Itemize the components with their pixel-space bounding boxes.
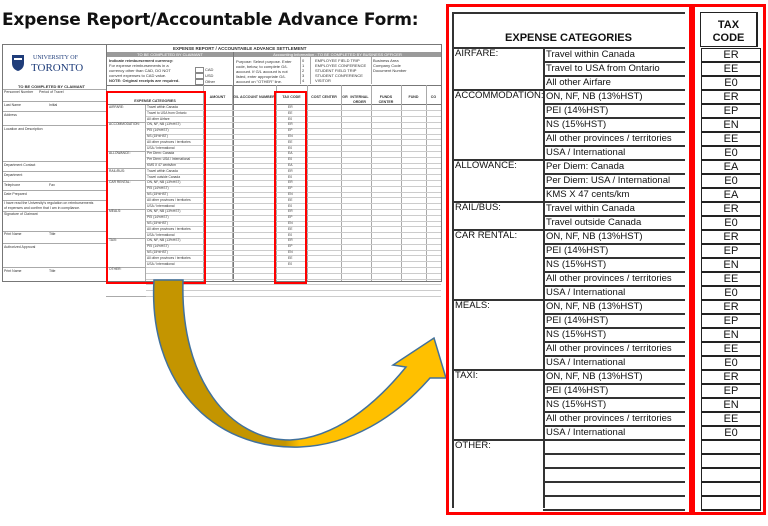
mini-expense-item: Travel to USA from Ontario — [147, 110, 187, 115]
expense-item: All other provinces / territories — [546, 133, 672, 144]
tax-code-cell: EA — [701, 188, 761, 203]
table-top-border — [452, 12, 685, 14]
tax-code-cell: EN — [701, 258, 761, 273]
mini-tax-code: EP — [288, 128, 293, 133]
mini-tax-code: E0 — [288, 261, 293, 266]
mini-tax-code: ER — [288, 180, 293, 185]
column-header-cost-center: COST CENTER — [311, 95, 337, 99]
tax-code-cell: E0 — [701, 286, 761, 301]
mini-tax-code: ER — [288, 122, 293, 127]
mini-tax-code: EN — [288, 192, 293, 196]
expense-item: PEI (14%HST) — [546, 105, 609, 116]
form-field-label: Period of Travel — [39, 90, 64, 94]
tax-code-cell: EE — [701, 412, 761, 427]
category-group-label: AIRFARE: — [455, 48, 499, 59]
mini-group-label: OTHER: — [109, 267, 122, 272]
mini-expense-item: USA / International — [147, 261, 175, 266]
tax-code-cell — [701, 468, 761, 483]
purpose-code: 2 — [302, 68, 305, 73]
tax-code-cell: EA — [701, 160, 761, 175]
mini-expense-item: All other provinces / territories — [147, 139, 191, 144]
mini-expense-item: KMS X 47 cents/km — [147, 163, 176, 167]
mini-expense-item: USA / International — [147, 145, 175, 150]
category-group-label: TAXI: — [455, 370, 479, 381]
form-field-label: Print Name — [4, 269, 22, 273]
tax-code-cell: EP — [701, 314, 761, 329]
expense-item: All other provinces / territories — [546, 413, 672, 424]
business-field: Company Code — [373, 63, 401, 68]
expense-categories-header: EXPENSE CATEGORIES — [505, 32, 632, 44]
tax-code-cell: EP — [701, 384, 761, 399]
business-field: Business Area — [373, 58, 399, 63]
mini-group-label: CAR RENTAL: — [109, 180, 131, 185]
page-title: Expense Report/Accountable Advance Form: — [2, 10, 419, 30]
category-group-label: ACCOMMODATION: — [455, 90, 544, 101]
expense-item: PEI (14%HST) — [546, 315, 609, 326]
mini-expense-item: Per Diem: Canada — [147, 151, 175, 156]
currency-option: USD — [205, 73, 214, 78]
form-field-label: Address — [4, 113, 17, 117]
purpose-code: 4 — [302, 78, 305, 83]
column-header-funds-center: FUNDS CENTER — [378, 95, 394, 104]
mini-tax-code: ER — [288, 238, 293, 243]
mini-expense-item: All other Airfare — [147, 116, 170, 121]
expense-item: NS (15%HST) — [546, 399, 607, 410]
mini-group-label: AIRFARE: — [109, 105, 125, 109]
logo-line2: TORONTO — [31, 62, 84, 74]
business-field: Document Number — [373, 68, 407, 73]
column-header-internal-order: INTERNAL ORDER — [350, 95, 369, 104]
purpose-text: code, below, to complete G/L — [236, 64, 288, 69]
mini-expense-item: NS (15%HST) — [147, 192, 168, 196]
group-divider — [452, 439, 685, 441]
tax-code-cell: E0 — [701, 356, 761, 371]
form-field-label: Department — [4, 173, 23, 177]
tax-code-cell — [701, 440, 761, 455]
column-header-fund: FUND — [408, 95, 419, 99]
row-divider — [543, 481, 685, 483]
row-divider — [543, 453, 685, 455]
expense-item: PEI (14%HST) — [546, 385, 609, 396]
column-header-gr: GR — [342, 95, 348, 99]
logo-line1: UNIVERSITY OF — [33, 55, 78, 61]
form-field-label: Print Name — [4, 232, 22, 236]
tax-code-header-line2: CODE — [712, 32, 745, 44]
currency-option: Other — [205, 79, 216, 84]
mini-expense-item: Travel within Canada — [147, 105, 178, 109]
expense-item: Travel outside Canada — [546, 217, 642, 228]
expense-item: NS (15%HST) — [546, 259, 607, 270]
row-divider — [543, 467, 685, 469]
form-field-label: Initial — [49, 103, 58, 107]
mini-expense-item: NS (15%HST) — [147, 250, 168, 254]
mini-tax-code: EP — [288, 215, 293, 220]
mini-tax-code: E0 — [288, 145, 293, 150]
mini-tax-code: ER — [288, 168, 293, 173]
mini-expense-item: Per Diem: USA / International — [147, 157, 191, 162]
tax-code-cell: EE — [701, 272, 761, 287]
tax-code-cell: EN — [701, 398, 761, 413]
purpose-code: 0 — [302, 58, 305, 63]
mini-group-label: TAXI: — [109, 238, 117, 243]
expense-item: ON, NF, NB (13%HST) — [546, 371, 643, 382]
form-field-label: Telephone — [4, 183, 21, 187]
expense-item: Travel within Canada — [546, 49, 635, 60]
mini-tax-code: EE — [288, 255, 293, 260]
row-divider — [543, 495, 685, 497]
mini-tax-code: EN — [288, 134, 293, 138]
mini-expense-item: USA / International — [147, 203, 175, 208]
tax-code-cell: EE — [701, 132, 761, 147]
expense-item: Per Diem: USA / International — [546, 175, 671, 186]
tax-code-cell: EE — [701, 342, 761, 357]
mini-tax-code: ER — [288, 209, 293, 214]
mini-expense-item: NS (15%HST) — [147, 134, 168, 138]
purpose-label: EMPLOYEE CONFERENCE — [315, 63, 367, 68]
mini-expense-item: ON, NF, NB (13%HST) — [147, 209, 181, 214]
currency-title: Indicate reimbursement currency: — [109, 58, 174, 63]
mini-expense-item: Travel outside Canada — [147, 174, 181, 179]
expense-item: USA / International — [546, 147, 626, 158]
mini-expense-item: Travel within Canada — [147, 168, 178, 173]
mini-tax-code: EE — [288, 139, 293, 144]
tax-code-cell: EN — [701, 118, 761, 133]
form-field-label: Signature of Claimant — [4, 212, 38, 216]
mini-group-label: ACCOMMODATION: — [109, 122, 140, 127]
purpose-code: 1 — [302, 63, 305, 68]
mini-expense-item: ON, NF, NB (13%HST) — [147, 122, 181, 127]
form-field-label: Department Contact — [4, 163, 36, 167]
tax-code-cell: ER — [701, 370, 761, 385]
purpose-text: account. If G/L account is not — [236, 69, 288, 74]
mini-expense-item: PEI (14%HST) — [147, 186, 169, 191]
purpose-text: account on "OTHER" line. — [236, 79, 282, 84]
accounting-bar: Accounting Information - TO BE COMPLETED BY BUSINESS OFFICER — [234, 52, 441, 57]
mini-expense-item: All other provinces / territories — [147, 255, 191, 260]
mini-group-label: ALLOWANCE: — [109, 151, 131, 156]
form-field-label: Title — [49, 232, 56, 236]
category-group-label: ALLOWANCE: — [455, 160, 517, 171]
tax-code-cell: E0 — [701, 174, 761, 189]
expense-item: All other Airfare — [546, 77, 611, 88]
mini-tax-code: EP — [288, 244, 293, 249]
tax-code-cell — [701, 482, 761, 497]
tax-code-cell: ER — [701, 48, 761, 63]
tax-code-cell: E0 — [701, 216, 761, 231]
mini-tax-code: E0 — [288, 116, 293, 121]
currency-text: For expense reimbursements in a — [109, 63, 169, 68]
form-field-label: Title — [49, 269, 56, 273]
expense-item: ON, NF, NB (13%HST) — [546, 301, 643, 312]
category-group-label: RAIL/BUS: — [455, 202, 501, 213]
mini-expense-item: ON, NF, NB (13%HST) — [147, 238, 181, 243]
mini-expense-item: PEI (14%HST) — [147, 215, 169, 220]
expense-item: NS (15%HST) — [546, 329, 607, 340]
column-header-amount: AMOUNT — [209, 95, 226, 99]
category-group-label: OTHER: — [455, 440, 491, 451]
expense-item: Per Diem: Canada — [546, 161, 625, 172]
mini-expense-item: All other provinces / territories — [147, 197, 191, 202]
purpose-text: Purpose: Select purpose. Enter — [236, 59, 292, 64]
mini-group-label: MEALS: — [109, 209, 122, 214]
mini-tax-code: E0 — [288, 203, 293, 208]
tax-code-cell: E0 — [701, 146, 761, 161]
tax-code-cell: EN — [701, 328, 761, 343]
mini-expense-item: PEI (14%HST) — [147, 128, 169, 133]
tax-code-header-line1: TAX — [717, 19, 740, 31]
mini-tax-code: E0 — [288, 232, 293, 237]
expense-item: All other provinces / territories — [546, 273, 672, 284]
mini-expense-item: ON, NF, NB (13%HST) — [147, 180, 181, 185]
form-field-label: Personnel Number — [4, 90, 34, 94]
currency-option: CAD — [205, 67, 214, 72]
purpose-code: 3 — [302, 73, 305, 78]
expense-item: USA / International — [546, 357, 626, 368]
mini-tax-code: E0 — [288, 157, 293, 162]
expense-item: ON, NF, NB (13%HST) — [546, 91, 643, 102]
category-group-label: MEALS: — [455, 300, 490, 311]
column-header-tax: TAX CODE — [282, 95, 301, 99]
purpose-label: EMPLOYEE FIELD TRIP — [315, 58, 360, 63]
expense-item: Travel to USA from Ontario — [546, 63, 660, 74]
form-field-label: Fax — [49, 183, 55, 187]
tax-code-cell: ER — [701, 230, 761, 245]
claimant-label: TO BE COMPLETED BY CLAIMANT — [18, 84, 85, 89]
column-header-gl: G/L ACCOUNT NUMBER — [233, 95, 275, 99]
expense-item: Travel within Canada — [546, 203, 635, 214]
form-field-label: Authorized Approval — [4, 245, 36, 249]
tax-code-cell: EP — [701, 104, 761, 119]
purpose-text: listed, enter appropriate G/L — [236, 74, 286, 79]
mini-expense-item: NS (15%HST) — [147, 221, 168, 225]
purpose-label: VISITOR — [315, 78, 331, 83]
tax-code-header — [700, 12, 758, 47]
expense-item: All other provinces / territories — [546, 343, 672, 354]
mini-tax-code: EE — [288, 197, 293, 202]
mini-tax-code: EA — [288, 163, 293, 167]
mini-tax-code: EE — [288, 110, 293, 115]
expense-item: PEI (14%HST) — [546, 245, 609, 256]
mini-tax-code: EA — [288, 151, 293, 156]
column-header-categories: EXPENSE CATEGORIES — [134, 99, 176, 103]
tax-code-cell — [701, 454, 761, 469]
tax-code-cell: EE — [701, 62, 761, 77]
mini-tax-code: EE — [288, 226, 293, 231]
expense-item: ON, NF, NB (13%HST) — [546, 231, 643, 242]
tax-code-cell: EP — [701, 244, 761, 259]
form-field-label: Location and Description — [4, 127, 43, 131]
currency-text: convert expenses to CAD value. — [109, 73, 167, 78]
tax-code-cell — [701, 496, 761, 511]
form-field-label: of expenses and confirm that I am in compliance. — [4, 206, 81, 210]
purpose-label: STUDENT FIELD TRIP — [315, 68, 357, 73]
tax-code-cell: E0 — [701, 76, 761, 91]
column-header-co: CO — [430, 95, 437, 99]
expense-item: NS (15%HST) — [546, 119, 607, 130]
tax-code-cell: ER — [701, 202, 761, 217]
currency-text: currency other than CAD, DO NOT — [109, 68, 171, 73]
mini-tax-code: EP — [288, 186, 293, 191]
tax-code-cell: ER — [701, 300, 761, 315]
expense-item: USA / International — [546, 427, 626, 438]
mini-tax-code: EN — [288, 221, 293, 225]
table-left-border — [452, 12, 454, 508]
mini-heading: EXPENSE REPORT / ACCOUNTABLE ADVANCE SETTLEMENT — [173, 46, 307, 51]
mini-tax-code: E0 — [288, 174, 293, 179]
currency-note: NOTE: Original receipts are required. — [109, 78, 180, 83]
tax-code-cell: ER — [701, 90, 761, 105]
form-field-label: Date Prepared — [4, 192, 27, 196]
claimant-bar: TO BE COMPLETED BY CLAIMANT — [107, 52, 233, 57]
expense-item: USA / International — [546, 287, 626, 298]
mini-group-label: RAIL/BUS: — [109, 168, 125, 173]
form-field-label: I have read the University's regulation on reimbursements — [4, 201, 94, 205]
mini-expense-item: PEI (14%HST) — [147, 244, 169, 249]
mini-tax-code: EN — [288, 250, 293, 254]
mini-expense-item: USA / International — [147, 232, 175, 237]
tax-code-cell: E0 — [701, 426, 761, 441]
category-group-label: CAR RENTAL: — [455, 230, 518, 241]
purpose-label: STUDENT CONFERENCE — [315, 73, 363, 78]
expense-item: KMS X 47 cents/km — [546, 189, 630, 200]
mini-expense-item: All other provinces / territories — [147, 226, 191, 231]
form-field-label: Last Name — [4, 103, 21, 107]
mini-tax-code: ER — [288, 105, 293, 109]
row-divider — [543, 509, 685, 511]
